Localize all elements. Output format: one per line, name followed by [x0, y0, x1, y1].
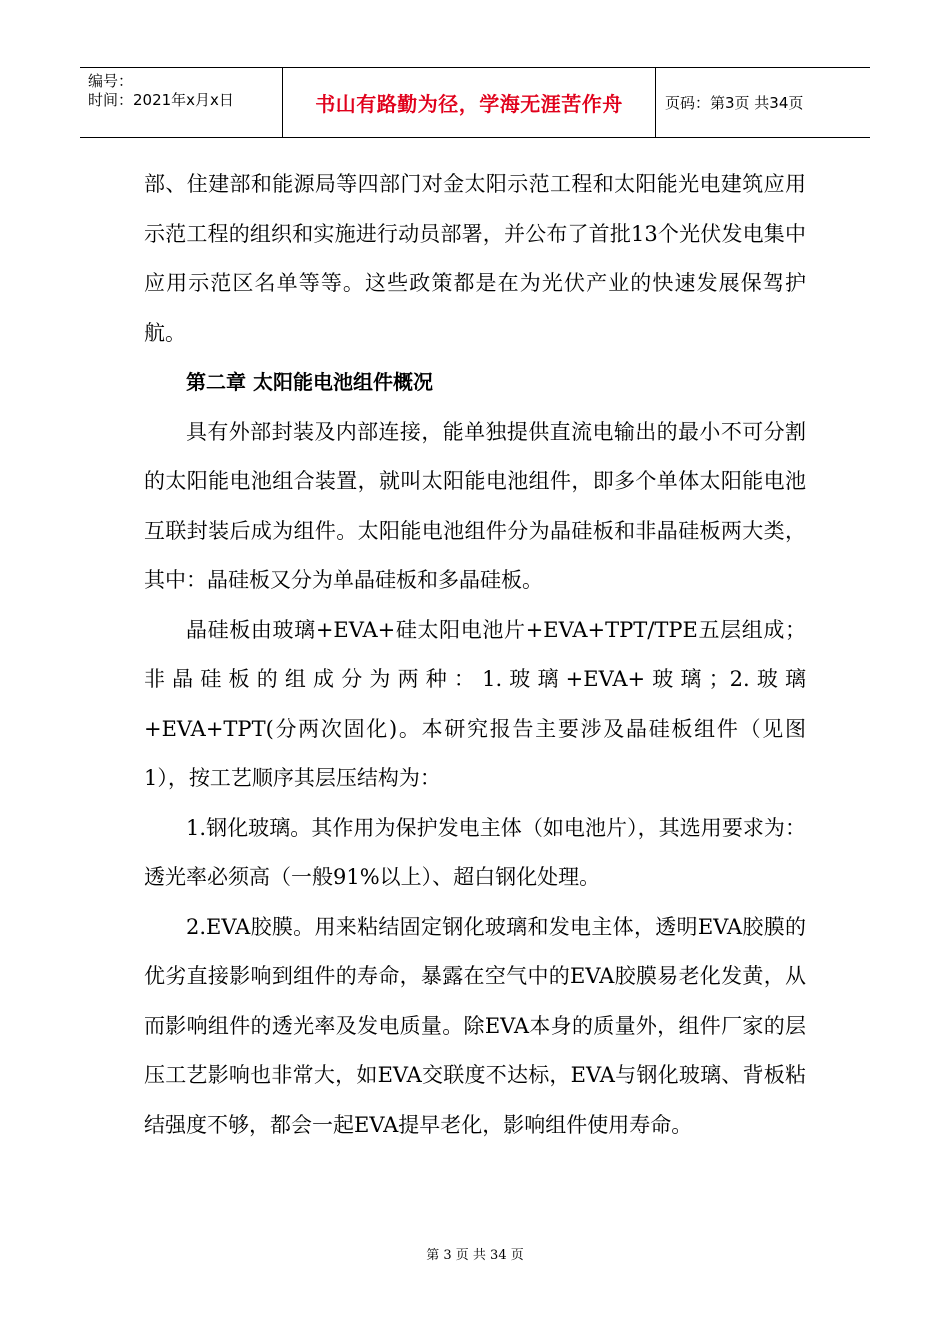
page-header [80, 67, 870, 138]
page-footer: 第 3 页 共 34 页 [426, 1248, 524, 1263]
chapter-heading: 第二章 太阳能电池组件概况 [186, 370, 433, 394]
paragraph-continued: 部、住建部和能源局等四部门对金太阳示范工程和太阳能光电建筑应用示范工程的组织和实施进行动员部署，并公布了首批13个光伏发电集中应用示范区名单等等。这些政策都是在为光伏产业的快速发展保驾护航。 [144, 172, 806, 345]
header-motto: 书山有路勤为径，学海无涯苦作舟 [315, 92, 623, 116]
paragraph: 1.钢化玻璃。其作用为保护发电主体（如电池片），其选用要求为：透光率必须高（一般91%以上）、超白钢化处理。 [144, 815, 806, 889]
document-number-label: 编号： [88, 72, 134, 90]
header-motto-cell [283, 68, 656, 137]
header-page-info: 页码：第3页 共34页 [665, 94, 804, 112]
header-meta-cell [80, 68, 283, 137]
document-date-label: 时间：2021年x月x日 [88, 91, 234, 109]
paragraph: 具有外部封装及内部连接，能单独提供直流电输出的最小不可分割的太阳能电池组合装置，就叫太阳能电池组件，即多个单体太阳能电池互联封装后成为组件。太阳能电池组件分为晶硅板和非晶硅板两大类，其中：晶硅板又分为单晶硅板和多晶硅板。 [144, 419, 806, 592]
paragraph: 2.EVA胶膜。用来粘结固定钢化玻璃和发电主体，透明EVA胶膜的优劣直接影响到组件的寿命，暴露在空气中的EVA胶膜易老化发黄，从而影响组件的透光率及发电质量。除EVA本身的质量外，组件厂家的层压工艺影响也非常大，如EVA交联度不达标，EVA与钢化玻璃、背板粘结强度不够，都会一起EVA提早老化，影响组件使用寿命。 [144, 914, 806, 1137]
header-page-cell [656, 68, 870, 137]
document-body [144, 160, 806, 1150]
paragraph: 晶硅板由玻璃+EVA+硅太阳电池片+EVA+TPT/TPE五层组成；非晶硅板的组成分为两种：1.玻璃+EVA+玻璃；2.玻璃+EVA+TPT(分两次固化)。本研究报告主要涉及晶硅板组件（见图1），按工艺顺序其层压结构为： [144, 617, 806, 790]
